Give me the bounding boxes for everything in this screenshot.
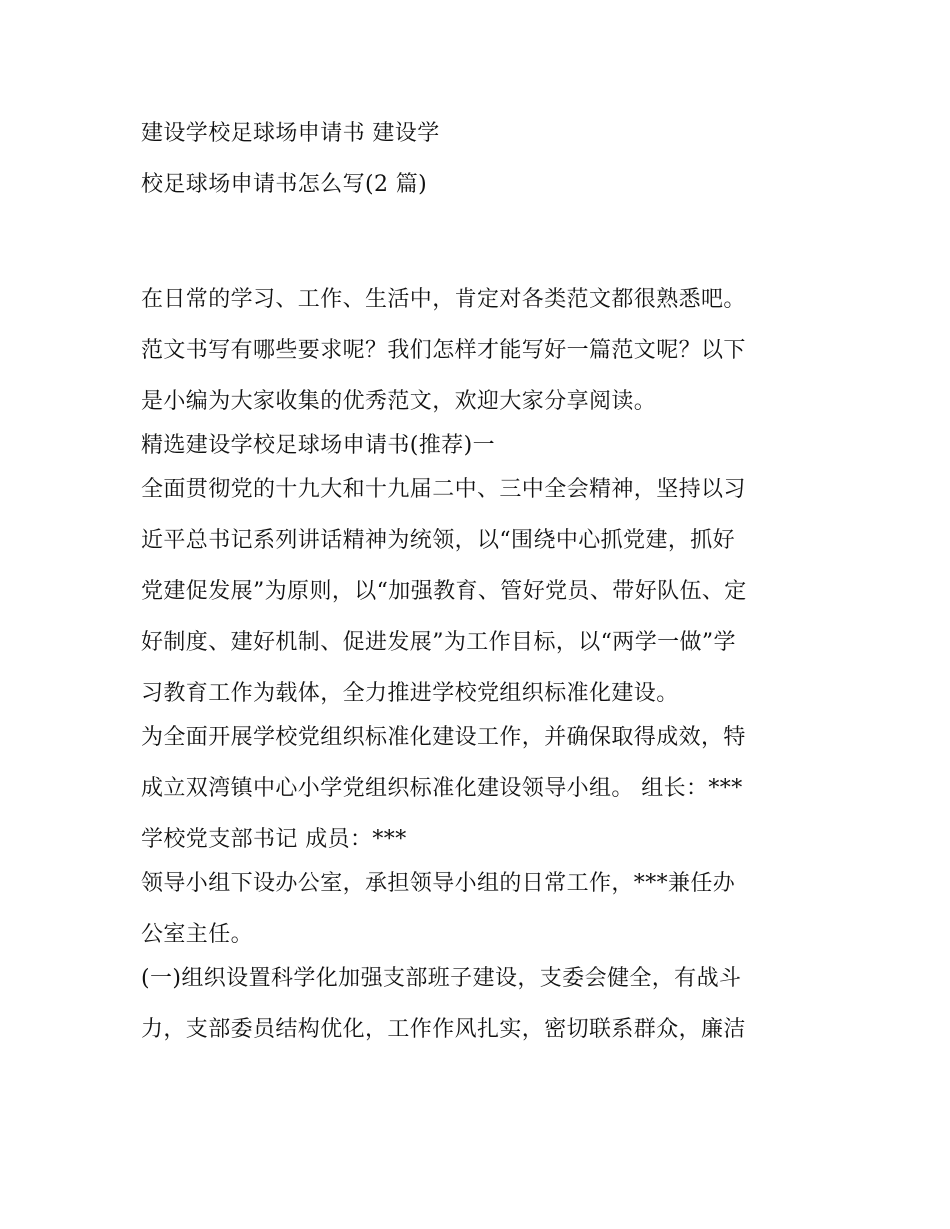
body-line: 习教育工作为载体，全力推进学校党组织标准化建设。 (141, 681, 679, 706)
body-line: 在日常的学习、工作、生活中，肯定对各类范文都很熟悉吧。 (141, 287, 746, 312)
title-line-1: 建设学校足球场申请书 建设学 (141, 121, 440, 146)
body-line: 范文书写有哪些要求呢？我们怎样才能写好一篇范文呢？以下 (141, 338, 746, 363)
body-line: 学校党支部书记 成员：*** (141, 827, 407, 852)
body-line: 党建促发展”为原则，以“加强教育、管好党员、带好队伍、定 (141, 579, 747, 604)
body-line: 领导小组下设办公室，承担领导小组的日常工作，***兼任办 (141, 871, 736, 896)
body-line: 公室主任。 (141, 922, 254, 947)
document-body (141, 278, 831, 1059)
body-line: 为全面开展学校党组织标准化建设工作，并确保取得成效，特 (141, 725, 746, 750)
body-line: 是小编为大家收集的优秀范文，欢迎大家分享阅读。 (141, 389, 657, 414)
body-line: 好制度、建好机制、促进发展”为工作目标，以“两学一做”学 (141, 630, 736, 655)
document-title (141, 112, 821, 214)
body-line: 成立双湾镇中心小学党组织标准化建设领导小组。 组长：*** (141, 776, 743, 801)
title-line-2: 校足球场申请书怎么写(2 篇) (141, 172, 428, 197)
body-line: 全面贯彻党的十九大和十九届二中、三中全会精神，坚持以习 (141, 477, 746, 502)
section-heading: 精选建设学校足球场申请书(推荐)一 (141, 433, 495, 458)
body-line: 力，支部委员结构优化，工作作风扎实，密切联系群众，廉洁 (141, 1017, 746, 1042)
body-line: 近平总书记系列讲话精神为统领，以“围绕中心抓党建，抓好 (141, 528, 736, 553)
body-line: (一)组织设置科学化加强支部班子建设，支委会健全，有战斗 (141, 966, 742, 991)
